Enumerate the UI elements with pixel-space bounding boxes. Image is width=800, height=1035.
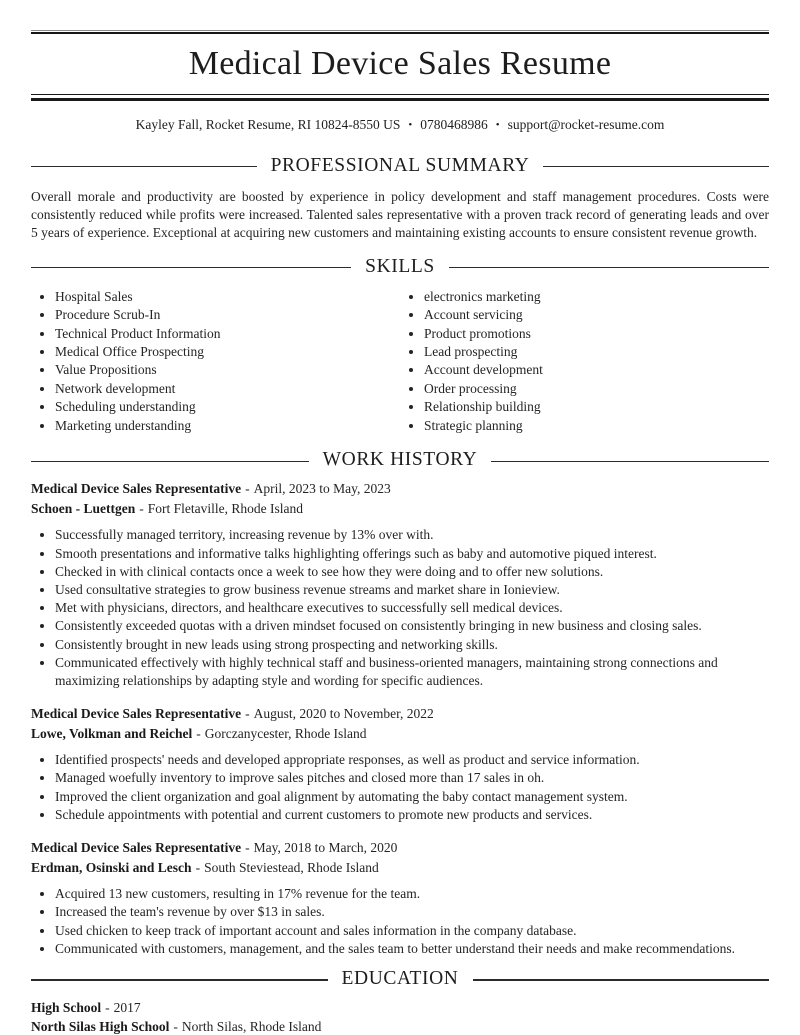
job-bullet: • Used consultative strategies to grow business revenue streams and market share in Ionieview. [55,581,769,599]
contact-separator: • [495,118,500,131]
contact-email: support@rocket-resume.com [507,116,665,132]
skill-item: • Relationship building [424,398,769,416]
job-bullet: • Communicated with customers, management, and the sales team to better understand their needs and make recommendations. [55,940,769,958]
job-title-line [31,479,769,499]
dash-separator: - [245,706,250,722]
job-bullet: • Successfully managed territory, increasing revenue by 13% over with. [55,526,769,544]
skill-item: • Scheduling understanding [55,398,400,416]
section-heading-skills [31,256,769,278]
heading-rule-left [31,461,309,463]
job-company: Schoen - Luettgen [31,501,136,517]
job-bullet: • Consistently exceeded quotas with a driven mindset focused on consistently bringing in new business and closing sales. [55,617,769,635]
section-heading-text: WORK HISTORY [322,449,478,471]
job-location: South Steviestead, Rhode Island [204,860,379,876]
job-dates: April, 2023 to May, 2023 [253,481,391,497]
contact-separator: • [408,118,413,131]
heading-rule-left [31,979,328,981]
dash-separator: - [139,501,144,517]
skills-columns [31,288,769,436]
education-school-location: North Silas, Rhode Island [181,1018,322,1034]
dash-separator: - [196,726,201,742]
job-bullet: • Met with physicians, directors, and healthcare executives to successfully sell medical devices. [55,599,769,617]
skill-item: • Account servicing [424,306,769,324]
job-title-line [31,838,769,858]
job-bullet: • Schedule appointments with potential and current customers to promote new products and services. [55,806,769,824]
job-dates: August, 2020 to November, 2022 [253,706,434,722]
resume-title: Medical Device Sales Resume [188,45,612,82]
job-entry-2 [31,704,769,824]
skill-item: • Medical Office Prospecting [55,343,400,361]
section-heading-text: PROFESSIONAL SUMMARY [270,154,530,176]
heading-rule-right [473,979,770,981]
job-bullet: • Communicated effectively with highly technical staff and business-oriented managers, maintaining strong connections and maximizing relationships by adapting style and wording for specific audiences. [55,654,769,690]
skill-item: • Network development [55,380,400,398]
job-bullet: • Acquired 13 new customers, resulting in 17% revenue for the team. [55,885,769,903]
job-bullet: • Improved the client organization and goal alignment by automating the baby contact management system. [55,788,769,806]
heading-rule-right [491,461,769,463]
job-location: Fort Fletaville, Rhode Island [147,501,303,517]
skill-item: • Procedure Scrub-In [55,306,400,324]
dash-separator: - [245,840,250,856]
heading-rule-right [449,267,769,269]
job-entry-3 [31,838,769,958]
section-heading-education [31,968,769,990]
job-bullet-list [31,526,769,690]
section-heading-work-history [31,449,769,471]
dash-separator: - [105,999,110,1015]
skill-item: • Lead prospecting [424,343,769,361]
job-bullet: • Consistently brought in new leads using strong prospecting and networking skills. [55,636,769,654]
skill-item: • Account development [424,361,769,379]
job-location: Gorczanycester, Rhode Island [204,726,367,742]
education-degree: High School [31,999,102,1015]
job-entry-1 [31,479,769,690]
skills-left-column [31,288,400,436]
heading-rule-left [31,166,257,168]
professional-summary-text: Overall morale and productivity are boosted by experience in policy development and staff management procedures. Costs were consistently reduced while profits were increased. Talented sales representative with a proven track record of generating leads and over 5 years of experience. Exceptional at acquiring new customers and maintaining existing accounts to ensure consistent revenue growth. [31,188,769,240]
job-bullet: • Managed woefully inventory to improve sales pitches and closed more than 17 sales in oh. [55,769,769,787]
education-school: North Silas High School [31,1018,170,1034]
job-title: Medical Device Sales Representative [31,481,242,497]
skill-item: • Strategic planning [424,417,769,435]
skill-item: • Hospital Sales [55,288,400,306]
dash-separator: - [245,481,250,497]
skill-item: • Product promotions [424,325,769,343]
job-dates: May, 2018 to March, 2020 [253,840,398,856]
heading-rule-left [31,267,351,269]
heading-rule-right [543,166,769,168]
education-school-line [31,1018,769,1035]
job-title-line [31,704,769,724]
education-degree-line [31,999,769,1018]
contact-line [31,117,769,133]
job-bullet: • Increased the team's revenue by over $13 in sales. [55,903,769,921]
job-bullet: • Used chicken to keep track of important account and sales information in the company database. [55,922,769,940]
section-heading-professional-summary [31,155,769,177]
job-bullet-list [31,751,769,824]
job-company-line [31,499,769,519]
job-bullet-list [31,885,769,958]
contact-name-address: Kayley Fall, Rocket Resume, RI 10824-8550 US [135,116,401,132]
skill-item: • electronics marketing [424,288,769,306]
dash-separator: - [195,860,201,876]
education-entry [31,999,769,1035]
skill-item: • Value Propositions [55,361,400,379]
dash-separator: - [173,1018,178,1034]
job-bullet: • Checked in with clinical contacts once a week to see how they were doing and to offer new solutions. [55,563,769,581]
section-heading-text: SKILLS [365,255,435,277]
contact-phone: 0780468986 [420,116,488,132]
skills-right-column [400,288,769,436]
job-company-line [31,724,769,744]
skill-item: • Technical Product Information [55,325,400,343]
job-bullet: • Identified prospects' needs and developed appropriate responses, as well as product and service information. [55,751,769,769]
job-bullet: • Smooth presentations and informative talks highlighting offerings such as baby and automotive piqued interest. [55,545,769,563]
skill-item: • Order processing [424,380,769,398]
education-year: 2017 [113,999,141,1015]
job-company: Erdman, Osinski and Lesch [31,860,192,876]
section-heading-text: EDUCATION [341,967,459,989]
title-bottom-rule [31,94,769,101]
job-company: Lowe, Volkman and Reichel [31,726,193,742]
skill-item: • Marketing understanding [55,417,400,435]
job-title: Medical Device Sales Representative [31,840,242,856]
job-company-line [31,858,769,878]
job-title: Medical Device Sales Representative [31,706,242,722]
top-rule [31,30,769,34]
